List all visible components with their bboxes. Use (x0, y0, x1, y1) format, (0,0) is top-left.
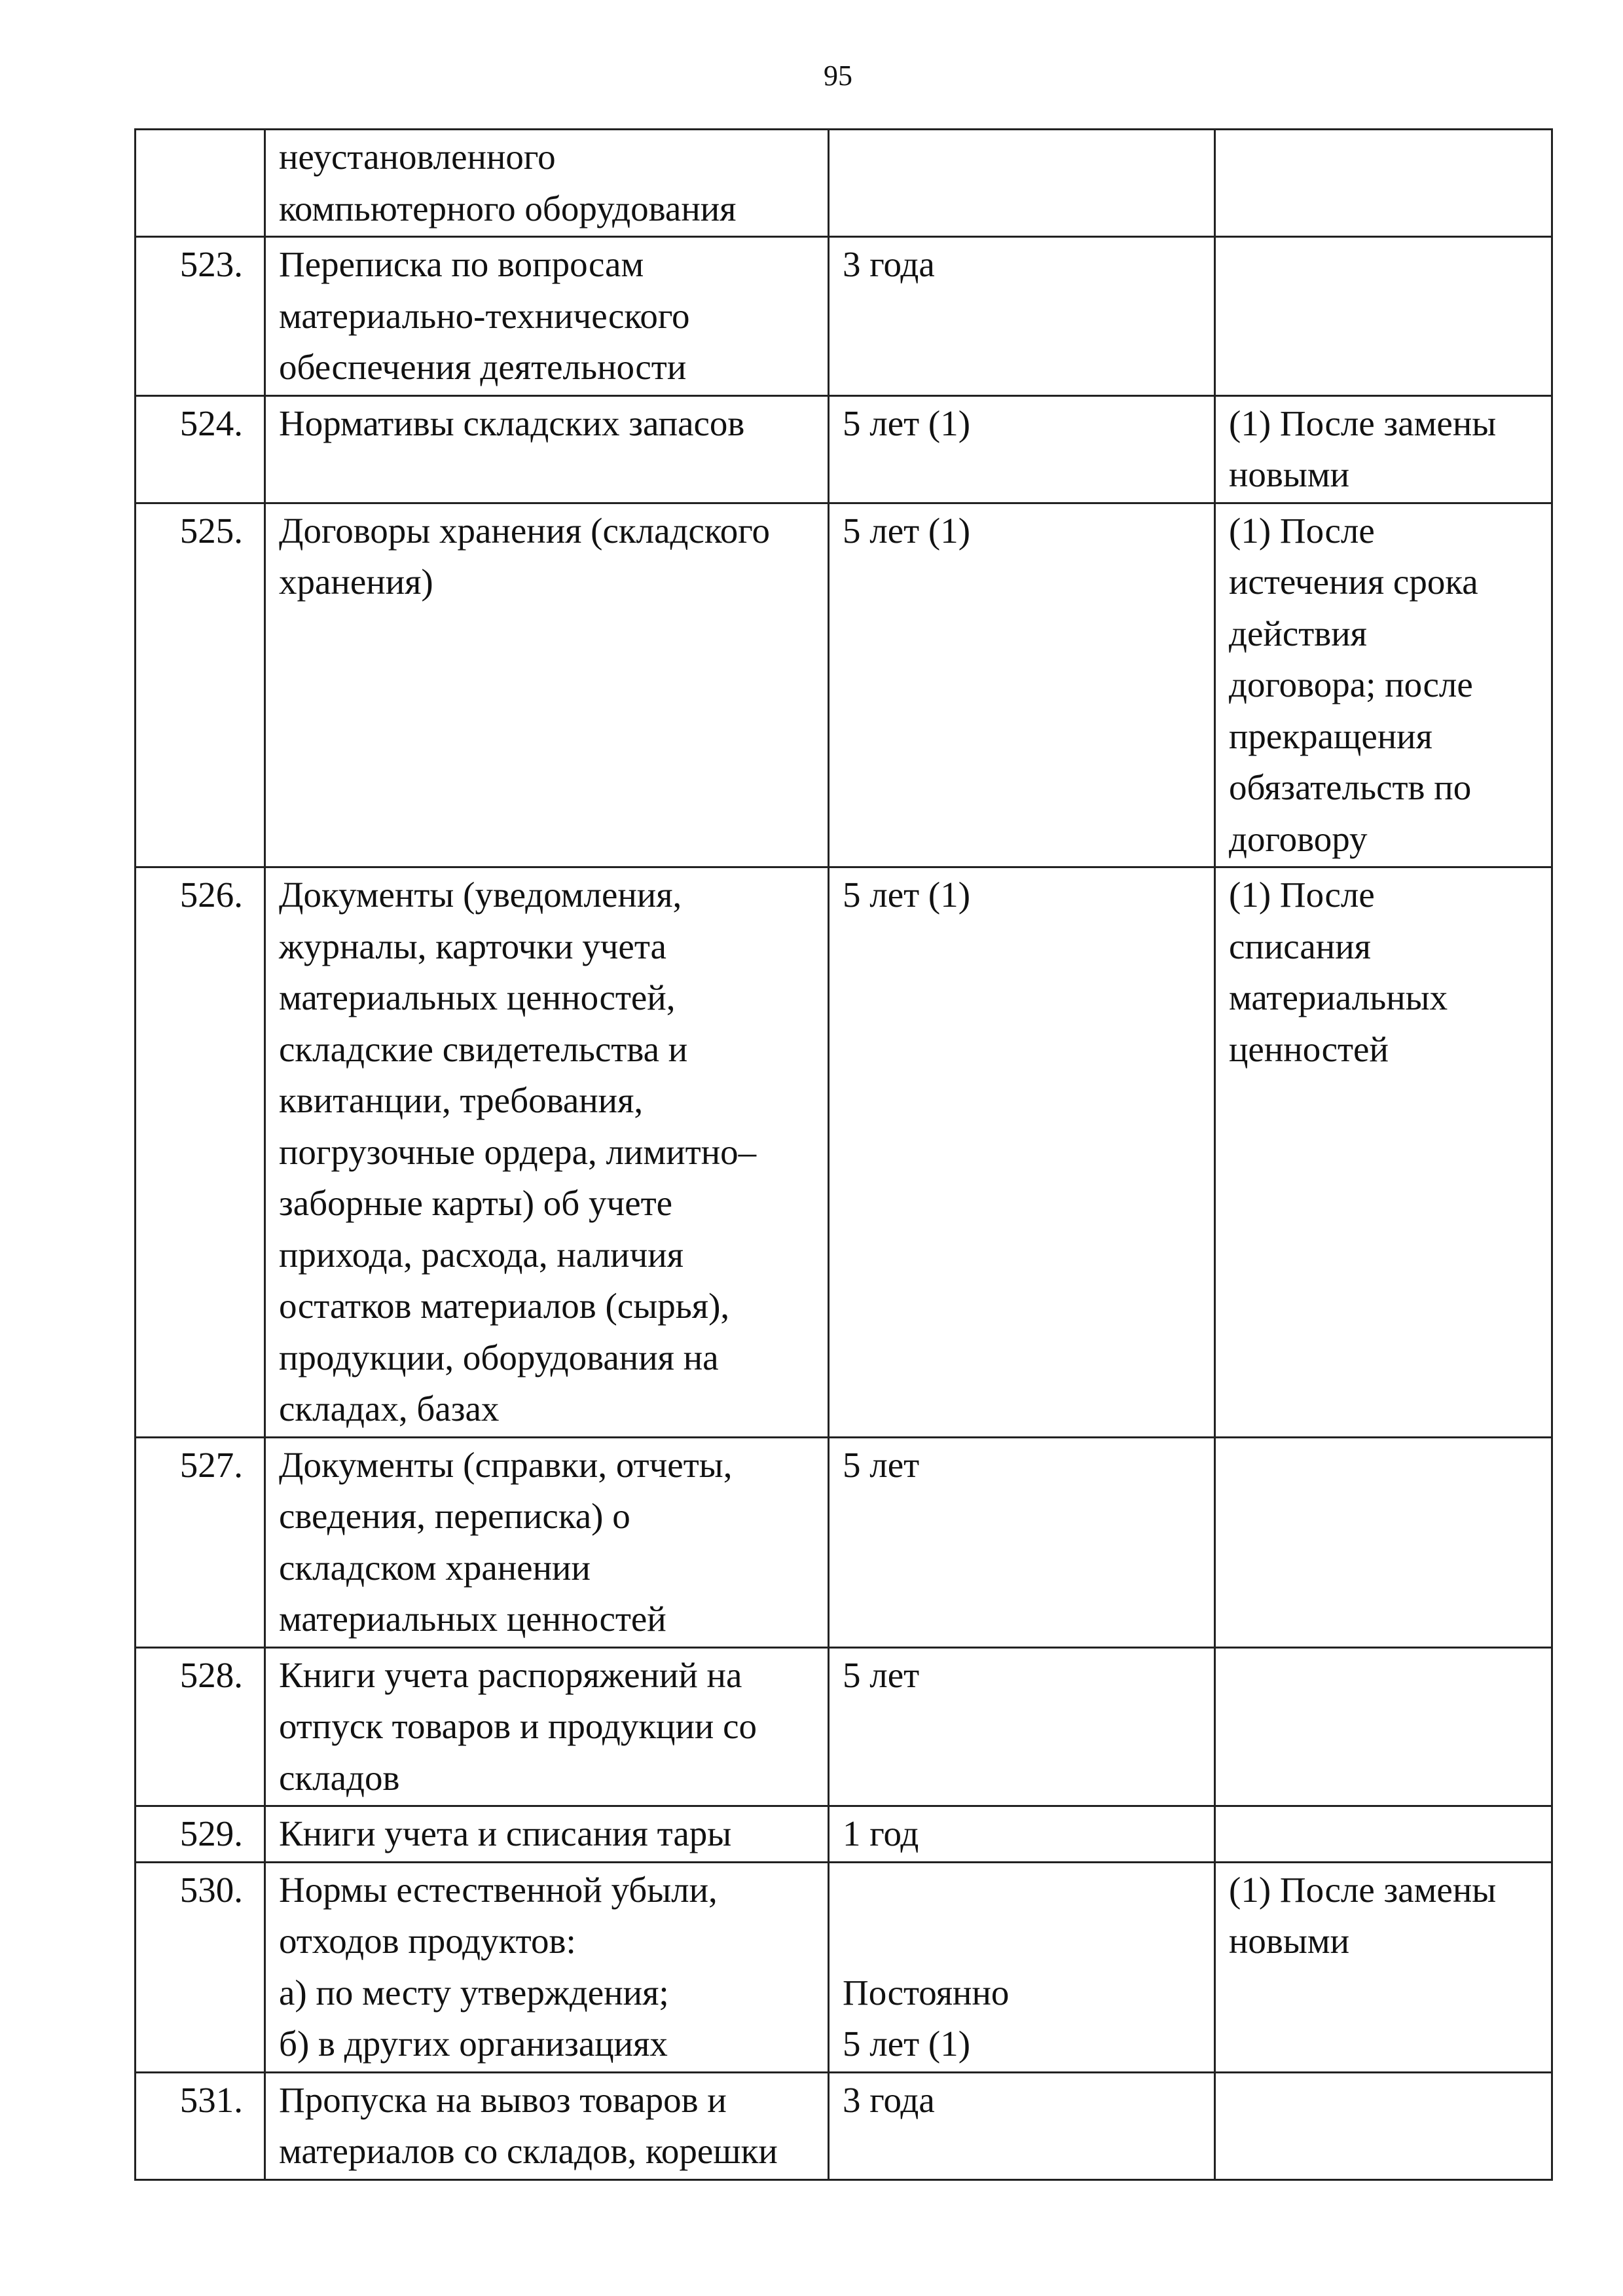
title-line: Документы (справки, отчеты, (279, 1444, 733, 1485)
note-line: обязательств по (1229, 767, 1472, 807)
note-line: новыми (1229, 1921, 1350, 1961)
title-line: хранения) (279, 562, 433, 602)
document-title (265, 867, 829, 1438)
note-line: (1) После замены (1229, 403, 1497, 443)
document-title (265, 395, 829, 503)
note-line: договора; после (1229, 665, 1473, 704)
table-row (136, 395, 1552, 503)
retention-term: 5 лет (1) (829, 503, 1215, 867)
table-row (136, 503, 1552, 867)
note (1215, 395, 1552, 503)
title-line: продукции, оборудования на (279, 1337, 719, 1377)
title-line: Нормы естественной убыли, (279, 1869, 718, 1910)
title-line: Книги учета и списания тары (279, 1813, 732, 1853)
title-line: отпуск товаров и продукции со (279, 1706, 757, 1746)
note (1215, 237, 1552, 396)
document-title (265, 1437, 829, 1647)
retention-term: 3 года (829, 237, 1215, 396)
retention-term: 5 лет (829, 1437, 1215, 1647)
retention-term: 3 года (829, 2072, 1215, 2179)
note (1215, 1806, 1552, 1863)
table-row (136, 2072, 1552, 2179)
row-number: 530. (136, 1862, 265, 2072)
note-line: прекращения (1229, 716, 1432, 756)
table-row (136, 1862, 1552, 2072)
title-line: погрузочные ордера, лимитно– (279, 1131, 757, 1172)
title-line: неустановленного (279, 137, 556, 177)
title-line: компьютерного оборудования (279, 188, 737, 228)
title-line: складах, базах (279, 1389, 500, 1429)
table-row (136, 130, 1552, 237)
retention-term: 5 лет (1) (829, 395, 1215, 503)
title-line: Переписка по вопросам (279, 244, 644, 284)
row-number: 526. (136, 867, 265, 1438)
title-line: складском хранении (279, 1547, 591, 1588)
title-line: Договоры хранения (складского (279, 510, 770, 551)
retention-table (134, 128, 1553, 2181)
table-row (136, 1806, 1552, 1863)
title-line: материальных ценностей, (279, 977, 676, 1017)
title-line: Книги учета распоряжений на (279, 1654, 742, 1695)
note (1215, 1862, 1552, 2072)
note (1215, 1647, 1552, 1806)
title-line: прихода, расхода, наличия (279, 1234, 684, 1275)
note-line: истечения срока (1229, 562, 1478, 602)
retention-term (829, 130, 1215, 237)
term-spacer (843, 1865, 1201, 1967)
row-number: 531. (136, 2072, 265, 2179)
note (1215, 503, 1552, 867)
title-line: квитанции, требования, (279, 1080, 644, 1120)
title-line: остатков материалов (сырья), (279, 1286, 730, 1326)
table-row (136, 237, 1552, 396)
title-line: материальных ценностей (279, 1599, 666, 1639)
title-line: складов (279, 1757, 400, 1798)
row-number: 525. (136, 503, 265, 867)
note (1215, 130, 1552, 237)
table-row (136, 867, 1552, 1438)
title-line: отходов продуктов: (279, 1921, 576, 1961)
retention-term: 1 год (829, 1806, 1215, 1863)
row-number: 528. (136, 1647, 265, 1806)
document-title (265, 503, 829, 867)
title-line: б) в других организациях (279, 2024, 668, 2064)
retention-term: 5 лет (1) (829, 867, 1215, 1438)
document-title (265, 1806, 829, 1863)
title-line: складские свидетельства и (279, 1029, 688, 1069)
retention-term: 5 лет (829, 1647, 1215, 1806)
title-line: обеспечения деятельности (279, 347, 687, 387)
document-title (265, 1862, 829, 2072)
title-line: журналы, карточки учета (279, 926, 666, 966)
note-line: новыми (1229, 454, 1350, 494)
row-number: 523. (136, 237, 265, 396)
title-line: а) по месту утверждения; (279, 1972, 669, 2013)
title-line: сведения, переписка) о (279, 1496, 630, 1536)
row-number: 529. (136, 1806, 265, 1863)
term-line: Постоянно (843, 1972, 1010, 2013)
table-row (136, 1647, 1552, 1806)
row-number: 524. (136, 395, 265, 503)
note-line: (1) После (1229, 875, 1375, 915)
note-line: материальных (1229, 977, 1448, 1017)
row-number: 527. (136, 1437, 265, 1647)
page-number: 95 (824, 60, 852, 92)
term-line: 5 лет (1) (843, 2024, 971, 2064)
retention-term (829, 1862, 1215, 2072)
title-line: заборные карты) об учете (279, 1183, 673, 1223)
title-line: материалов со складов, корешки (279, 2131, 778, 2171)
title-line: Пропуска на вывоз товаров и (279, 2079, 727, 2120)
table-row (136, 1437, 1552, 1647)
note-line: (1) После (1229, 510, 1375, 551)
document-title (265, 1647, 829, 1806)
document-title (265, 2072, 829, 2179)
note-line: договору (1229, 818, 1368, 859)
note (1215, 1437, 1552, 1647)
row-number (136, 130, 265, 237)
note-line: ценностей (1229, 1029, 1389, 1069)
note-line: списания (1229, 926, 1371, 966)
document-title (265, 130, 829, 237)
note (1215, 867, 1552, 1438)
title-line: Документы (уведомления, (279, 875, 682, 915)
title-line: Нормативы складских запасов (279, 403, 745, 443)
document-title (265, 237, 829, 396)
note-line: действия (1229, 613, 1367, 653)
title-line: материально-технического (279, 295, 690, 336)
note-line: (1) После замены (1229, 1869, 1497, 1910)
note (1215, 2072, 1552, 2179)
